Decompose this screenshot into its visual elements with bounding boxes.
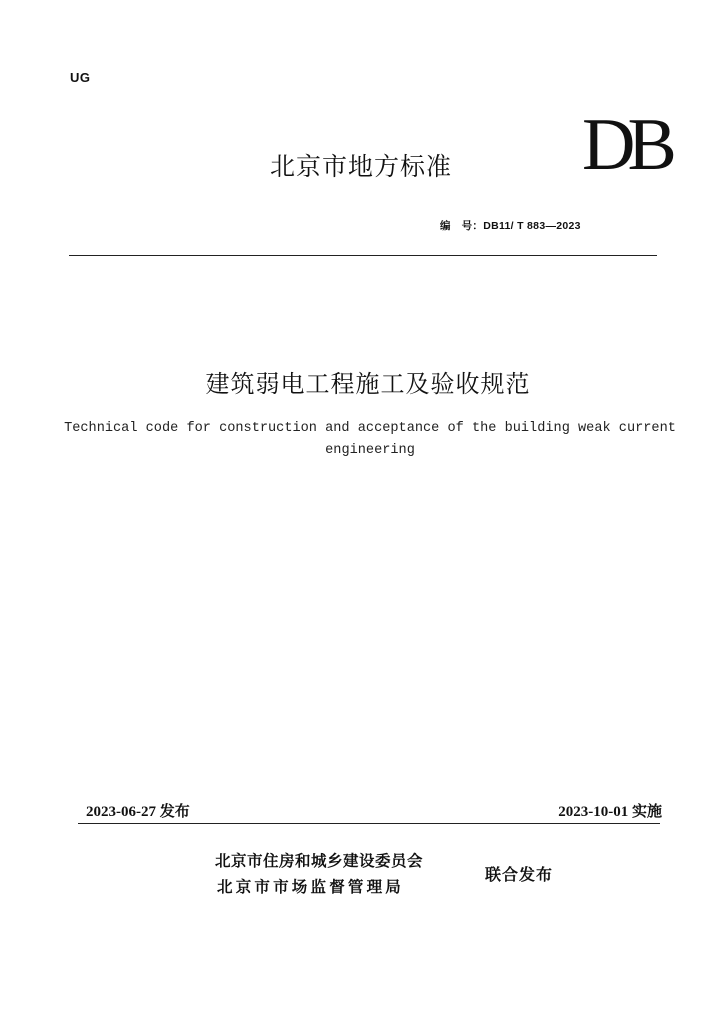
document-title-en: Technical code for construction and acceptance of the building weak current engineering [64, 421, 676, 458]
top-divider [69, 255, 657, 256]
issuer-housing-commission: 北京市住房和城乡建设委员会 [215, 852, 424, 870]
document-title-zh: 建筑弱电工程施工及验收规范 [205, 370, 531, 398]
standard-number-label: 编 号： [440, 220, 484, 232]
standard-number-value: DB11/ T 883—2023 [483, 220, 581, 232]
issuer-market-regulation: 北京市市场监督管理局 [217, 878, 405, 896]
standard-type-heading: 北京市地方标准 [270, 152, 453, 181]
joint-issue-label: 联合发布 [485, 865, 554, 884]
standard-number [440, 218, 581, 233]
classification-code: UG [70, 70, 91, 85]
db-logo: DB [582, 104, 669, 186]
implement-date: 2023-10-01 实施 [558, 804, 662, 820]
bottom-divider [78, 823, 660, 824]
publish-date: 2023-06-27 发布 [86, 804, 190, 820]
